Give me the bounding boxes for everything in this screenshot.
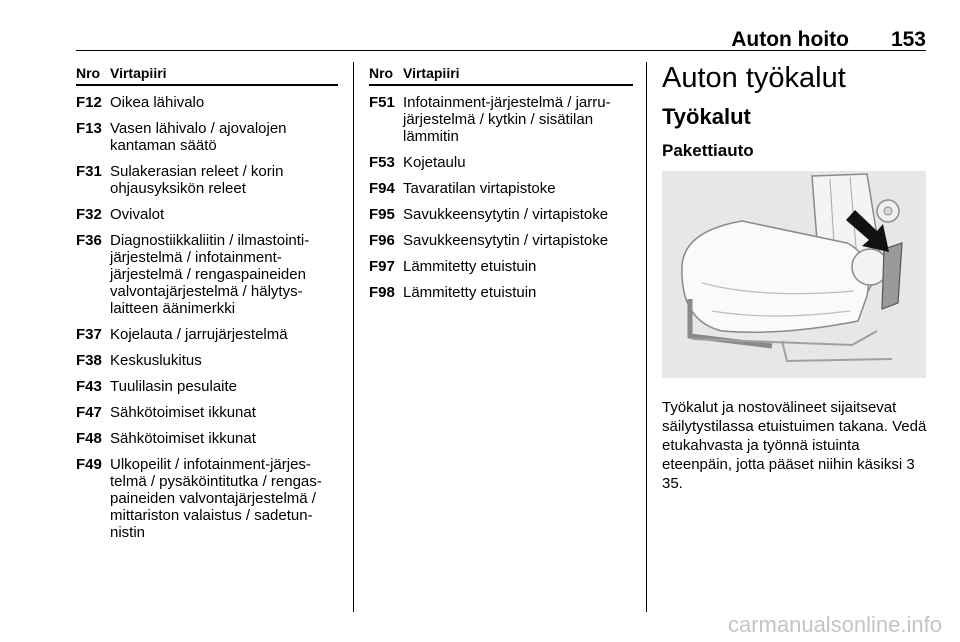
fuse-description: Kojetaulu <box>403 154 466 171</box>
section-body: Työkalut ja nostovälineet sijaitsevat säilytystilassa etuistuimen takana. Vedä etukahvasta ja työnnä istuinta eteenpäin, jotta pääset niihin käsiksi 3 35. <box>662 399 927 492</box>
fuse-description: Sähkötoimiset ikkunat <box>110 404 256 421</box>
column-header-virtapiiri: Virtapiiri <box>110 65 167 81</box>
fuse-code: F31 <box>76 163 102 180</box>
table-row <box>369 232 633 249</box>
fuse-description: Lämmitetty etuistuin <box>403 258 537 275</box>
fuse-code: F13 <box>76 120 102 137</box>
table-row <box>369 258 633 275</box>
fuse-code: F95 <box>369 206 395 223</box>
fuse-code: F47 <box>76 404 102 421</box>
page-number: 153 <box>890 28 926 51</box>
table-row <box>76 430 338 447</box>
fuse-code: F32 <box>76 206 102 223</box>
fuse-description: Sulakerasian releet / korin ohjausyksikön releet <box>110 163 284 197</box>
table-body <box>76 94 338 541</box>
fuse-code: F98 <box>369 284 395 301</box>
column-divider-1 <box>353 62 354 612</box>
table-row <box>76 206 338 223</box>
column-header-nro: Nro <box>76 65 101 81</box>
table-row <box>76 378 338 395</box>
table-row <box>76 94 338 111</box>
fuse-code: F49 <box>76 456 102 473</box>
fuse-code: F96 <box>369 232 395 249</box>
fuse-code: F12 <box>76 94 102 111</box>
fuse-description: Keskuslukitus <box>110 352 202 369</box>
fuse-description: Lämmitetty etuistuin <box>403 284 537 301</box>
table-row <box>76 352 338 369</box>
watermark: carmanualsonline.info <box>727 612 942 637</box>
fuse-code: F48 <box>76 430 102 447</box>
table-row <box>76 326 338 343</box>
fuse-code: F43 <box>76 378 102 395</box>
table-row <box>76 404 338 421</box>
fuse-code: F37 <box>76 326 102 343</box>
header-title: Auton hoito <box>731 28 849 51</box>
fuse-code: F38 <box>76 352 102 369</box>
fuse-description: Ovivalot <box>110 206 165 223</box>
table-header <box>369 62 633 86</box>
fuse-code: F97 <box>369 258 395 275</box>
table-row <box>76 163 338 197</box>
fuse-description: Kojelauta / jarrujärjestelmä <box>110 326 288 343</box>
table-row <box>76 120 338 154</box>
fuse-description: Sähkötoimiset ikkunat <box>110 430 256 447</box>
table-row <box>369 206 633 223</box>
seat-tools-illustration <box>662 171 926 378</box>
table-row <box>369 180 633 197</box>
fuse-description: Tuulilasin pesulaite <box>110 378 238 395</box>
table-row <box>369 154 633 171</box>
table-row <box>76 456 338 541</box>
table-body <box>369 94 633 301</box>
section-title: Auton työkalut <box>662 62 846 94</box>
fuse-code: F51 <box>369 94 395 111</box>
table-row <box>76 232 338 317</box>
fuse-description: Diagnostiikkaliitin / ilmastointi-järjestelmä / infotainment-järjestelmä / rengaspaineiden valvontajärjestelmä / hälytys-laitteen äänimerkki <box>110 232 310 317</box>
fuse-code: F94 <box>369 180 395 197</box>
fuse-description: Savukkeensytytin / virtapistoke <box>403 232 609 249</box>
fuse-description: Savukkeensytytin / virtapistoke <box>403 206 609 223</box>
column-header-nro: Nro <box>369 65 394 81</box>
column-divider-2 <box>646 62 647 612</box>
fuse-table-right <box>369 62 633 310</box>
fuse-description: Tavaratilan virtapistoke <box>403 180 556 197</box>
page-header <box>76 28 926 51</box>
fuse-code: F53 <box>369 154 395 171</box>
fuse-code: F36 <box>76 232 102 249</box>
fuse-description: Infotainment-järjestelmä / jarru-järjestelmä / kytkin / sisätilan lämmitin <box>403 94 611 145</box>
section-subsubtitle: Pakettiauto <box>662 141 754 160</box>
section-subtitle: Työkalut <box>662 104 751 129</box>
fuse-table-left <box>76 62 338 550</box>
table-row <box>369 94 633 145</box>
fuse-description: Ulkopeilit / infotainment-järjes-telmä / pysäköintitutka / rengas-paineiden valvontajärjestelmä / mittariston valaistus / sadetun-nistin <box>110 456 322 541</box>
table-header <box>76 62 338 86</box>
table-row <box>369 284 633 301</box>
fuse-description: Oikea lähivalo <box>110 94 205 111</box>
fuse-description: Vasen lähivalo / ajovalojen kantaman säätö <box>110 120 287 154</box>
column-header-virtapiiri: Virtapiiri <box>403 65 460 81</box>
